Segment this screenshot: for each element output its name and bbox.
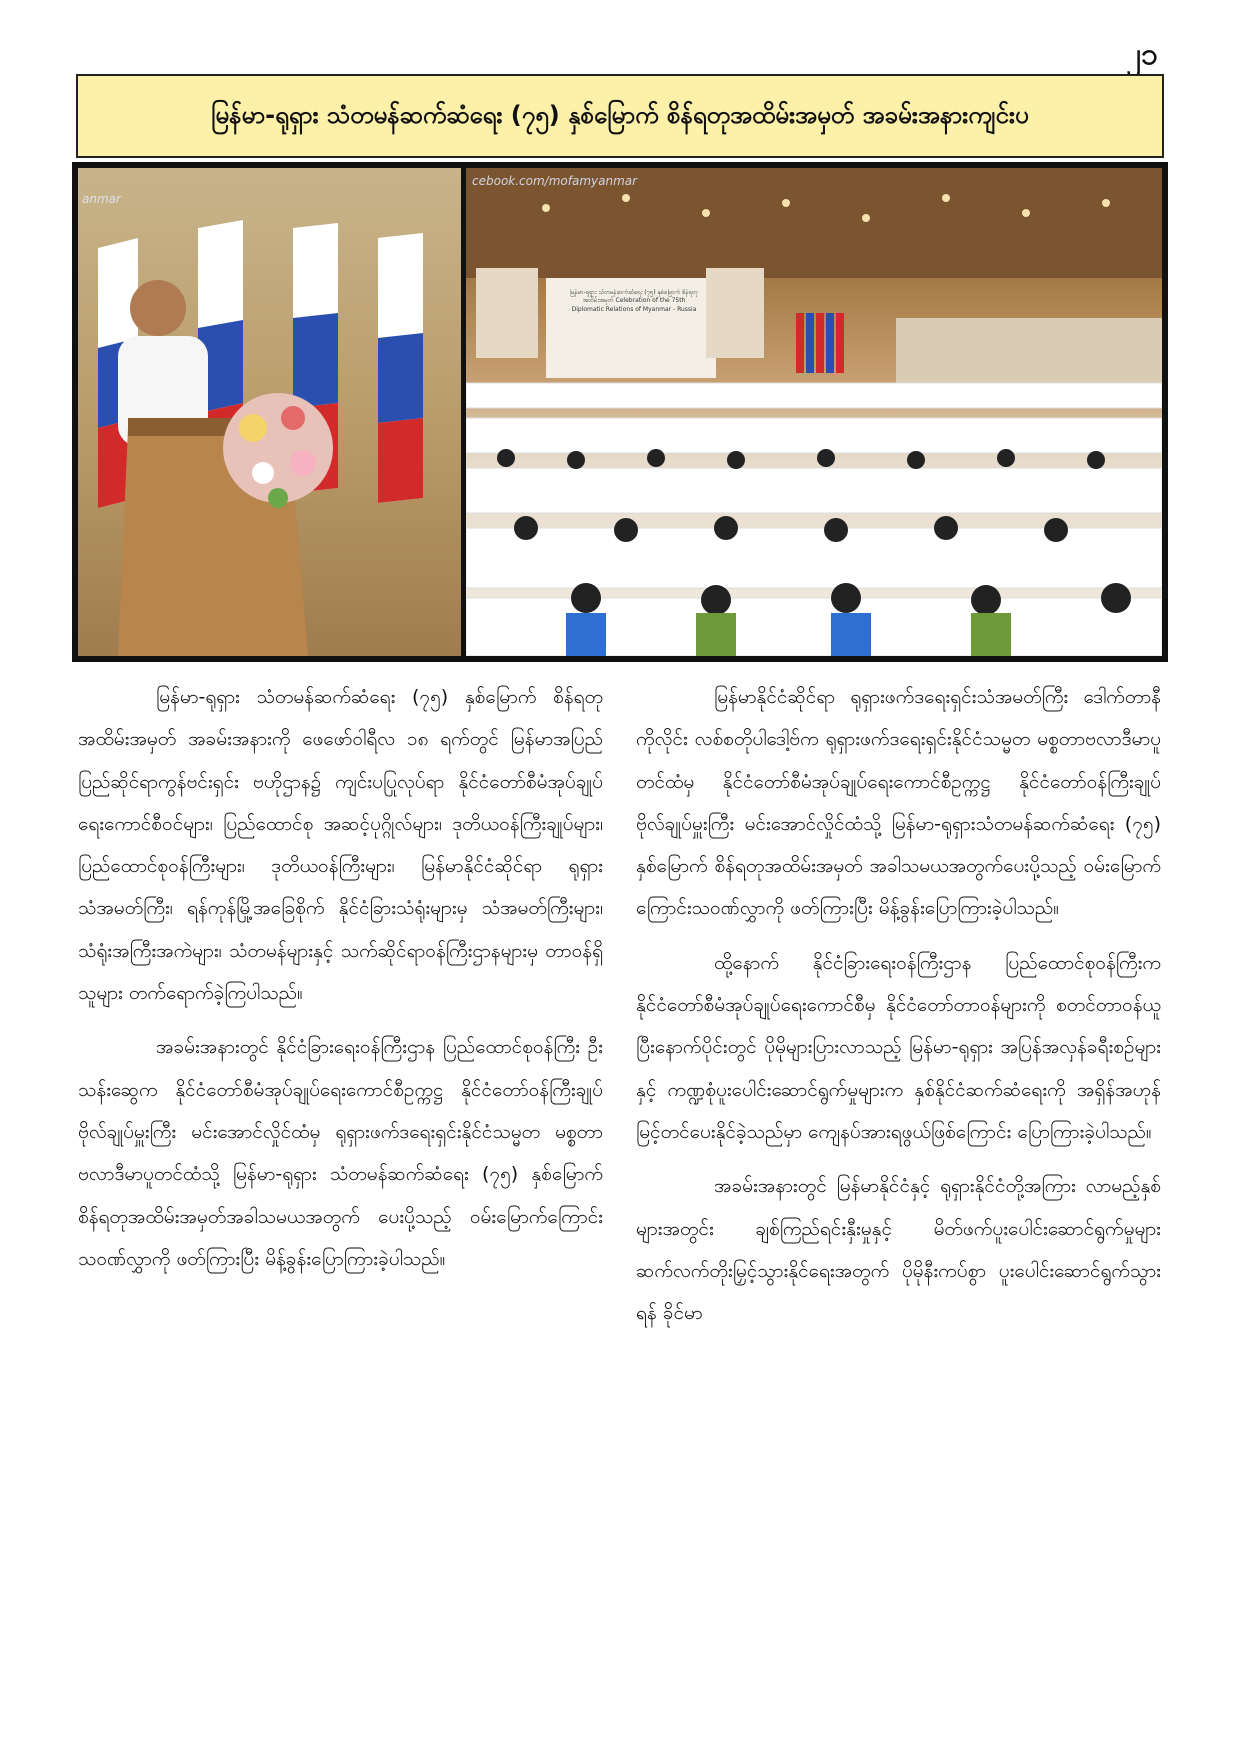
speaker-photo: [78, 168, 461, 656]
paragraph: အခမ်းအနားတွင် နိုင်ငံခြားရေးဝန်ကြီးဌာန ပြည်ထောင်စုဝန်ကြီး ဦးသန်းဆွေက နိုင်ငံတော်စီမံအုပ်ချုပ်ရေးကောင်စီဥက္ကဋ္ဌ နိုင်ငံတော်ဝန်ကြီးချုပ် ဗိုလ်ချုပ်မှူးကြီး မင်းအောင်လှိုင်ထံမှ ရုရှားဖက်ဒရေးရှင်းနိုင်ငံသမ္မတ မစ္စတာဗလာဒီမာပူတင်ထံသို့ မြန်မာ-ရုရှား သံတမန်ဆက်ဆံရေး (၇၅) နှစ်မြောက် စိန်ရတုအထိမ်းအမှတ်အခါသမယအတွက် ပေးပို့သည့် ဝမ်းမြောက်ကြောင်းသဝဏ်လွှာကို ဖတ်ကြားပြီး မိန့်ခွန်းပြောကြားခဲ့ပါသည်။: [78, 1036, 603, 1270]
headline-text: မြန်မာ-ရုရှား သံတမန်ဆက်ဆံရေး (၇၅) နှစ်မြောက် စိန်ရတုအထိမ်းအမှတ် အခမ်းအနားကျင်းပ: [211, 101, 1029, 130]
hall-photo-illustration: [466, 168, 1162, 656]
left-photo-watermark: anmar: [82, 192, 121, 206]
paragraph: မြန်မာ-ရုရှား သံတမန်ဆက်ဆံရေး (၇၅) နှစ်မြောက် စိန်ရတုအထိမ်းအမှတ် အခမ်းအနားကို ဖေဖော်ဝါရီလ ၁၈ ရက်တွင် မြန်မာအပြည်ပြည်ဆိုင်ရာကွန်ဗင်းရှင်း ဗဟိုဌာန၌ ကျင်းပပြုလုပ်ရာ နိုင်ငံတော်စီမံအုပ်ချုပ်ရေးကောင်စီဝင်များ၊ ပြည်ထောင်စု အဆင့်ပုဂ္ဂိုလ်များ၊ ဒုတိယဝန်ကြီးချုပ်များ၊ ပြည်ထောင်စုဝန်ကြီးများ၊ ဒုတိယဝန်ကြီးများ၊ မြန်မာနိုင်ငံဆိုင်ရာ ရုရှားသံအမတ်ကြီး၊ ရန်ကုန်မြို့အခြေစိုက် နိုင်ငံခြားသံရုံးများမှ သံအမတ်ကြီးများ၊ သံရုံးအကြီးအကဲများ၊ သံတမန်များနှင့် သက်ဆိုင်ရာဝန်ကြီးဌာနများမှ တာဝန်ရှိသူများ တက်ရောက်ခဲ့ကြပါသည်။: [78, 686, 603, 1005]
speaker-photo-illustration: [78, 168, 461, 656]
page-number: ၂၁: [1126, 37, 1158, 72]
hall-photo: [466, 168, 1162, 656]
stage-screen-text: မြန်မာ-ရုရှား သံတမန်ဆက်ဆံရေး (၇၅) နှစ်မြောက် စိန်ရတုအထိမ်းအမှတ် Celebration of the 75th Diplomatic Relations of Myanmar - Russia: [570, 289, 698, 313]
right-photo-watermark: cebook.com/mofamyanmar: [472, 174, 638, 188]
paragraph: ထို့နောက် နိုင်ငံခြားရေးဝန်ကြီးဌာန ပြည်ထောင်စုဝန်ကြီးက နိုင်ငံတော်စီမံအုပ်ချုပ်ရေးကောင်စီမှ နိုင်ငံတော်တာဝန်များကို စတင်တာဝန်ယူပြီးနောက်ပိုင်းတွင် ပိုမိုများပြားလာသည့် မြန်မာ-ရုရှား အပြန်အလှန်ခရီးစဉ်များနှင့် ကဏ္ဍစုံပူးပေါင်းဆောင်ရွက်မှုများက နှစ်နိုင်ငံဆက်ဆံရေးကို အရှိန်အဟုန်မြင့်တင်ပေးနိုင်ခဲ့သည်မှာ ကျေနပ်အားရဖွယ်ဖြစ်ကြောင်း ပြောကြားခဲ့ပါသည်။: [636, 951, 1161, 1143]
photo-strip: [72, 162, 1168, 662]
article-column-left: [78, 676, 603, 1292]
paragraph: အခမ်းအနားတွင် မြန်မာနိုင်ငံနှင့် ရုရှားနိုင်ငံတို့အကြား လာမည့်နှစ်များအတွင်း ချစ်ကြည်ရင်းနှီးမှုနှင့် မိတ်ဖက်ပူးပေါင်းဆောင်ရွက်မှုများ ဆက်လက်တိုးမြှင့်သွားနိုင်ရေးအတွက် ပိုမိုနီးကပ်စွာ ပူးပေါင်းဆောင်ရွက်သွားရန် ခိုင်မာ: [636, 1175, 1161, 1325]
headline-banner: [76, 74, 1164, 158]
paragraph: မြန်မာနိုင်ငံဆိုင်ရာ ရုရှားဖက်ဒရေးရှင်းသံအမတ်ကြီး ဒေါက်တာနီကိုလိုင်း လစ်စတိုပါဒေါ့ဗ်က ရုရှားဖက်ဒရေးရှင်းနိုင်ငံသမ္မတ မစ္စတာဗလာဒီမာပူတင်ထံမှ နိုင်ငံတော်စီမံအုပ်ချုပ်ရေးကောင်စီဥက္ကဋ္ဌ နိုင်ငံတော်ဝန်ကြီးချုပ် ဗိုလ်ချုပ်မှူးကြီး မင်းအောင်လှိုင်ထံသို့ မြန်မာ-ရုရှားသံတမန်ဆက်ဆံရေး (၇၅) နှစ်မြောက် စိန်ရတုအထိမ်းအမှတ် အခါသမယအတွက်ပေးပို့သည့် ဝမ်းမြောက်ကြောင်းသဝဏ်လွှာကို ဖတ်ကြားပြီး မိန့်ခွန်းပြောကြားခဲ့ပါသည်။: [636, 686, 1161, 920]
article-column-right: [636, 676, 1161, 1346]
